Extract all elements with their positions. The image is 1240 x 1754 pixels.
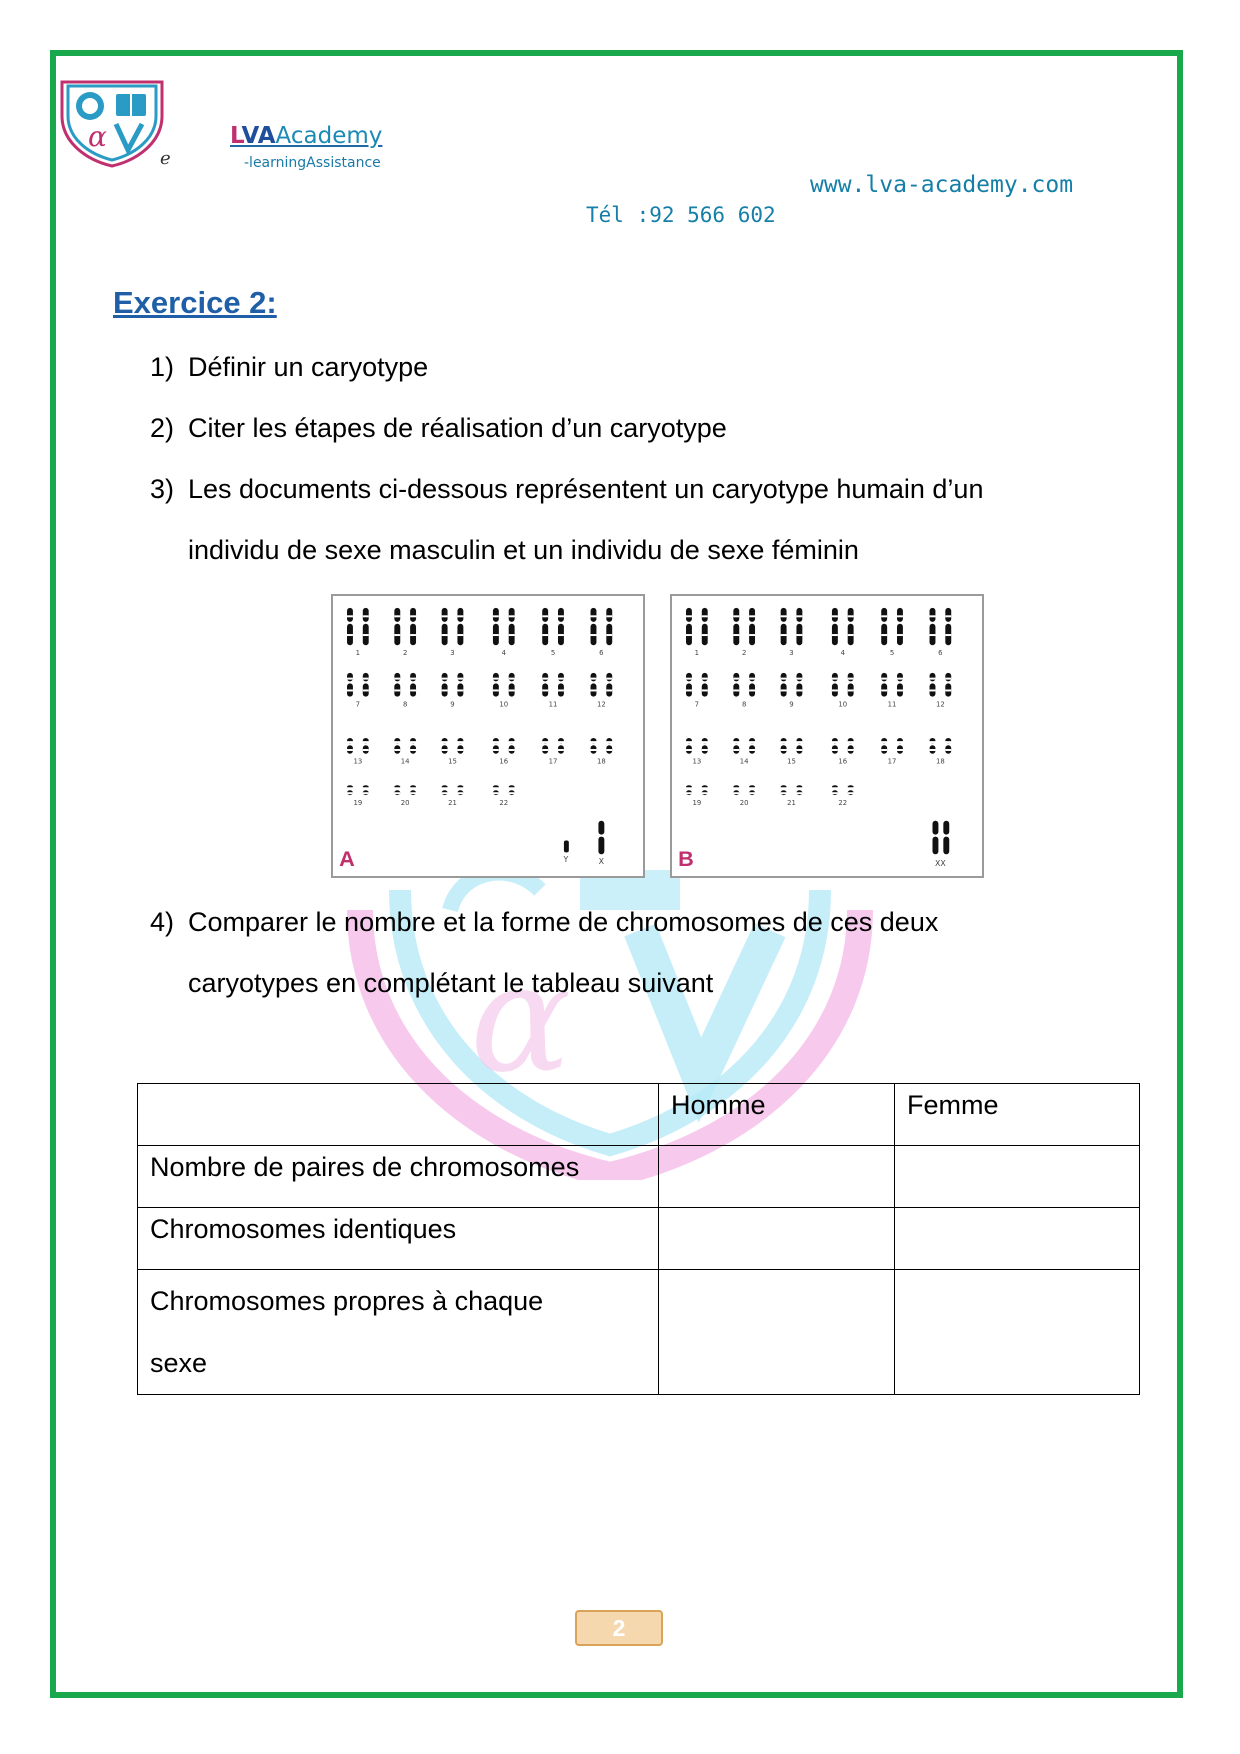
chromosome-pair	[394, 738, 416, 766]
chromosome-number: 21	[448, 799, 457, 808]
xx-chromosomes	[932, 821, 949, 868]
chromosome-pair	[733, 673, 755, 709]
chromosome-number: 2	[402, 649, 408, 658]
karyotype-label: A	[339, 846, 355, 872]
chromosome-pair	[542, 608, 564, 657]
chromosome-pair	[493, 673, 515, 709]
question-text: Définir un caryotype	[188, 352, 429, 382]
chromosome-pair	[442, 673, 464, 709]
comparison-table	[137, 1083, 1140, 1395]
cell-femme[interactable]	[895, 1270, 1140, 1395]
chromosome-pair	[442, 738, 464, 766]
chromosome-pair	[686, 738, 708, 766]
chromosome-pair	[881, 608, 903, 657]
chromosome-number: 17	[887, 757, 897, 766]
chromosome-pair	[542, 738, 564, 766]
chromosome-number: 11	[548, 700, 558, 709]
chromosome-number: 19	[692, 799, 702, 808]
chromosome-number: 3	[450, 649, 455, 658]
question-text-line2: individu de sexe masculin et un individu de sexe féminin	[188, 535, 859, 565]
chromosome-number: 5	[889, 649, 895, 658]
chromosome-number: 18	[935, 757, 945, 766]
chromosome-pair	[781, 673, 803, 709]
chromosome-pair	[781, 785, 803, 807]
brand-name[interactable]: LVAAcademy	[230, 123, 383, 149]
chromosome-pair	[542, 673, 564, 709]
logo-letter-e: e	[160, 148, 171, 169]
table-row	[138, 1208, 1140, 1270]
svg-text:α: α	[470, 932, 572, 1106]
chromosome-pair	[686, 673, 708, 709]
row-label: Nombre de paires de chromosomes	[138, 1146, 659, 1208]
chromosome-pair	[781, 608, 803, 657]
question-text: Citer les étapes de réalisation d’un caryotype	[188, 413, 727, 443]
chromosome-number: 19	[353, 799, 363, 808]
cell-femme[interactable]	[895, 1146, 1140, 1208]
lva-academy-logo	[58, 78, 166, 168]
page-number-badge: 2	[575, 1610, 663, 1646]
chromosome-number: 4	[501, 649, 506, 658]
chromosome-number: 9	[450, 700, 455, 709]
chromosome-number: 2	[741, 649, 747, 658]
chromosome-number: 5	[550, 649, 556, 658]
table-header-row	[138, 1084, 1140, 1146]
chromosome-pair	[832, 608, 854, 657]
chromosome-pair	[930, 738, 952, 766]
row-label	[138, 1270, 659, 1395]
chromosome-pair	[686, 608, 708, 657]
chromosome-number: 13	[692, 757, 702, 766]
chromosome-number: 16	[838, 757, 848, 766]
chromosome-pair	[881, 673, 903, 709]
chromosome-pair	[493, 608, 515, 657]
chromosome-number: 22	[499, 799, 509, 808]
chromosome-pair	[347, 608, 369, 657]
karyotype-image-a	[331, 594, 645, 878]
chromosome-number: 7	[355, 700, 361, 709]
chromosome-number: 14	[400, 757, 410, 766]
karyotype-label: B	[678, 846, 694, 872]
chromosome-pair	[832, 785, 854, 807]
question-number: 3)	[150, 474, 175, 504]
chromosome-pair	[493, 738, 515, 766]
chromosome-pair	[930, 608, 952, 657]
chromosome-pair	[733, 785, 755, 807]
phone-number: Tél :92 566 602	[586, 203, 776, 227]
row-label-line2: sexe	[150, 1348, 208, 1378]
chromosome-pair	[832, 738, 854, 766]
row-label-line1: Chromosomes propres à chaque	[150, 1286, 544, 1316]
table-row	[138, 1146, 1140, 1208]
chromosome-number: 20	[400, 799, 410, 808]
table-header-empty	[138, 1084, 659, 1146]
chromosome-number: 10	[499, 700, 509, 709]
chromosome-number: 12	[596, 700, 606, 709]
cell-homme[interactable]	[659, 1146, 895, 1208]
cell-homme[interactable]	[659, 1208, 895, 1270]
chromosome-pair	[394, 785, 416, 807]
chromosome-number: 9	[789, 700, 794, 709]
question-text: Les documents ci-dessous représentent un caryotype humain d’un	[188, 474, 984, 504]
chromosome-number: 16	[499, 757, 509, 766]
chromosome-pair	[591, 673, 613, 709]
question-text-line2: caryotypes en complétant le tableau suivant	[188, 968, 714, 998]
chromosome-number: 14	[739, 757, 749, 766]
chromosome-number: 15	[787, 757, 796, 766]
chromosome-pair	[394, 608, 416, 657]
chromosome-number: 21	[787, 799, 796, 808]
x-chromosome	[598, 821, 604, 866]
chromosome-number: 8	[402, 700, 408, 709]
chromosome-number: 7	[694, 700, 700, 709]
chromosome-number: 17	[548, 757, 558, 766]
chromosome-pair	[394, 673, 416, 709]
chromosome-number: 20	[739, 799, 749, 808]
chromosome-pair	[591, 738, 613, 766]
table-header-femme: Femme	[895, 1084, 1140, 1146]
exercise-title: Exercice 2:	[113, 285, 277, 320]
website-link[interactable]: www.lva-academy.com	[810, 172, 1074, 198]
question-number: 2)	[150, 413, 175, 443]
chromosome-number: 13	[353, 757, 363, 766]
chromosome-pair	[493, 785, 515, 807]
chromosome-pair	[881, 738, 903, 766]
chromosome-number: 15	[448, 757, 457, 766]
svg-text:α: α	[88, 120, 107, 153]
chromosome-pair	[591, 608, 613, 657]
table-header-homme: Homme	[659, 1084, 895, 1146]
y-chromosome	[562, 841, 568, 865]
chromosome-number: 10	[838, 700, 848, 709]
chromosome-number: 22	[838, 799, 848, 808]
chromosome-pair	[347, 673, 369, 709]
chromosome-number: 1	[694, 649, 700, 658]
question-text: Comparer le nombre et la forme de chromosomes de ces deux	[188, 907, 939, 937]
chromosome-number: 1	[355, 649, 361, 658]
chromosome-number: 11	[887, 700, 897, 709]
chromosome-number: 18	[596, 757, 606, 766]
chromosome-pair	[781, 738, 803, 766]
chromosome-pair	[832, 673, 854, 709]
table-row	[138, 1270, 1140, 1395]
chromosome-pair	[733, 608, 755, 657]
chromosome-pair	[733, 738, 755, 766]
chromosome-pair	[442, 785, 464, 807]
svg-text:X: X	[598, 857, 605, 867]
question-number: 1)	[150, 352, 175, 382]
chromosome-number: 8	[741, 700, 747, 709]
chromosome-pair	[347, 785, 369, 807]
row-label: Chromosomes identiques	[138, 1208, 659, 1270]
brand-tagline: -learningAssistance	[244, 155, 381, 171]
chromosome-number: 12	[935, 700, 945, 709]
svg-text:Y: Y	[563, 855, 569, 865]
chromosome-number: 6	[599, 649, 604, 658]
chromosome-number: 4	[840, 649, 845, 658]
chromosome-pair	[686, 785, 708, 807]
question-number: 4)	[150, 907, 175, 937]
chromosome-number: 3	[789, 649, 794, 658]
karyotype-image-b	[670, 594, 984, 878]
chromosome-pair	[930, 673, 952, 709]
cell-homme[interactable]	[659, 1270, 895, 1395]
chromosome-number: 6	[938, 649, 943, 658]
chromosome-pair	[347, 738, 369, 766]
chromosome-pair	[442, 608, 464, 657]
svg-text:XX: XX	[934, 859, 946, 869]
cell-femme[interactable]	[895, 1208, 1140, 1270]
